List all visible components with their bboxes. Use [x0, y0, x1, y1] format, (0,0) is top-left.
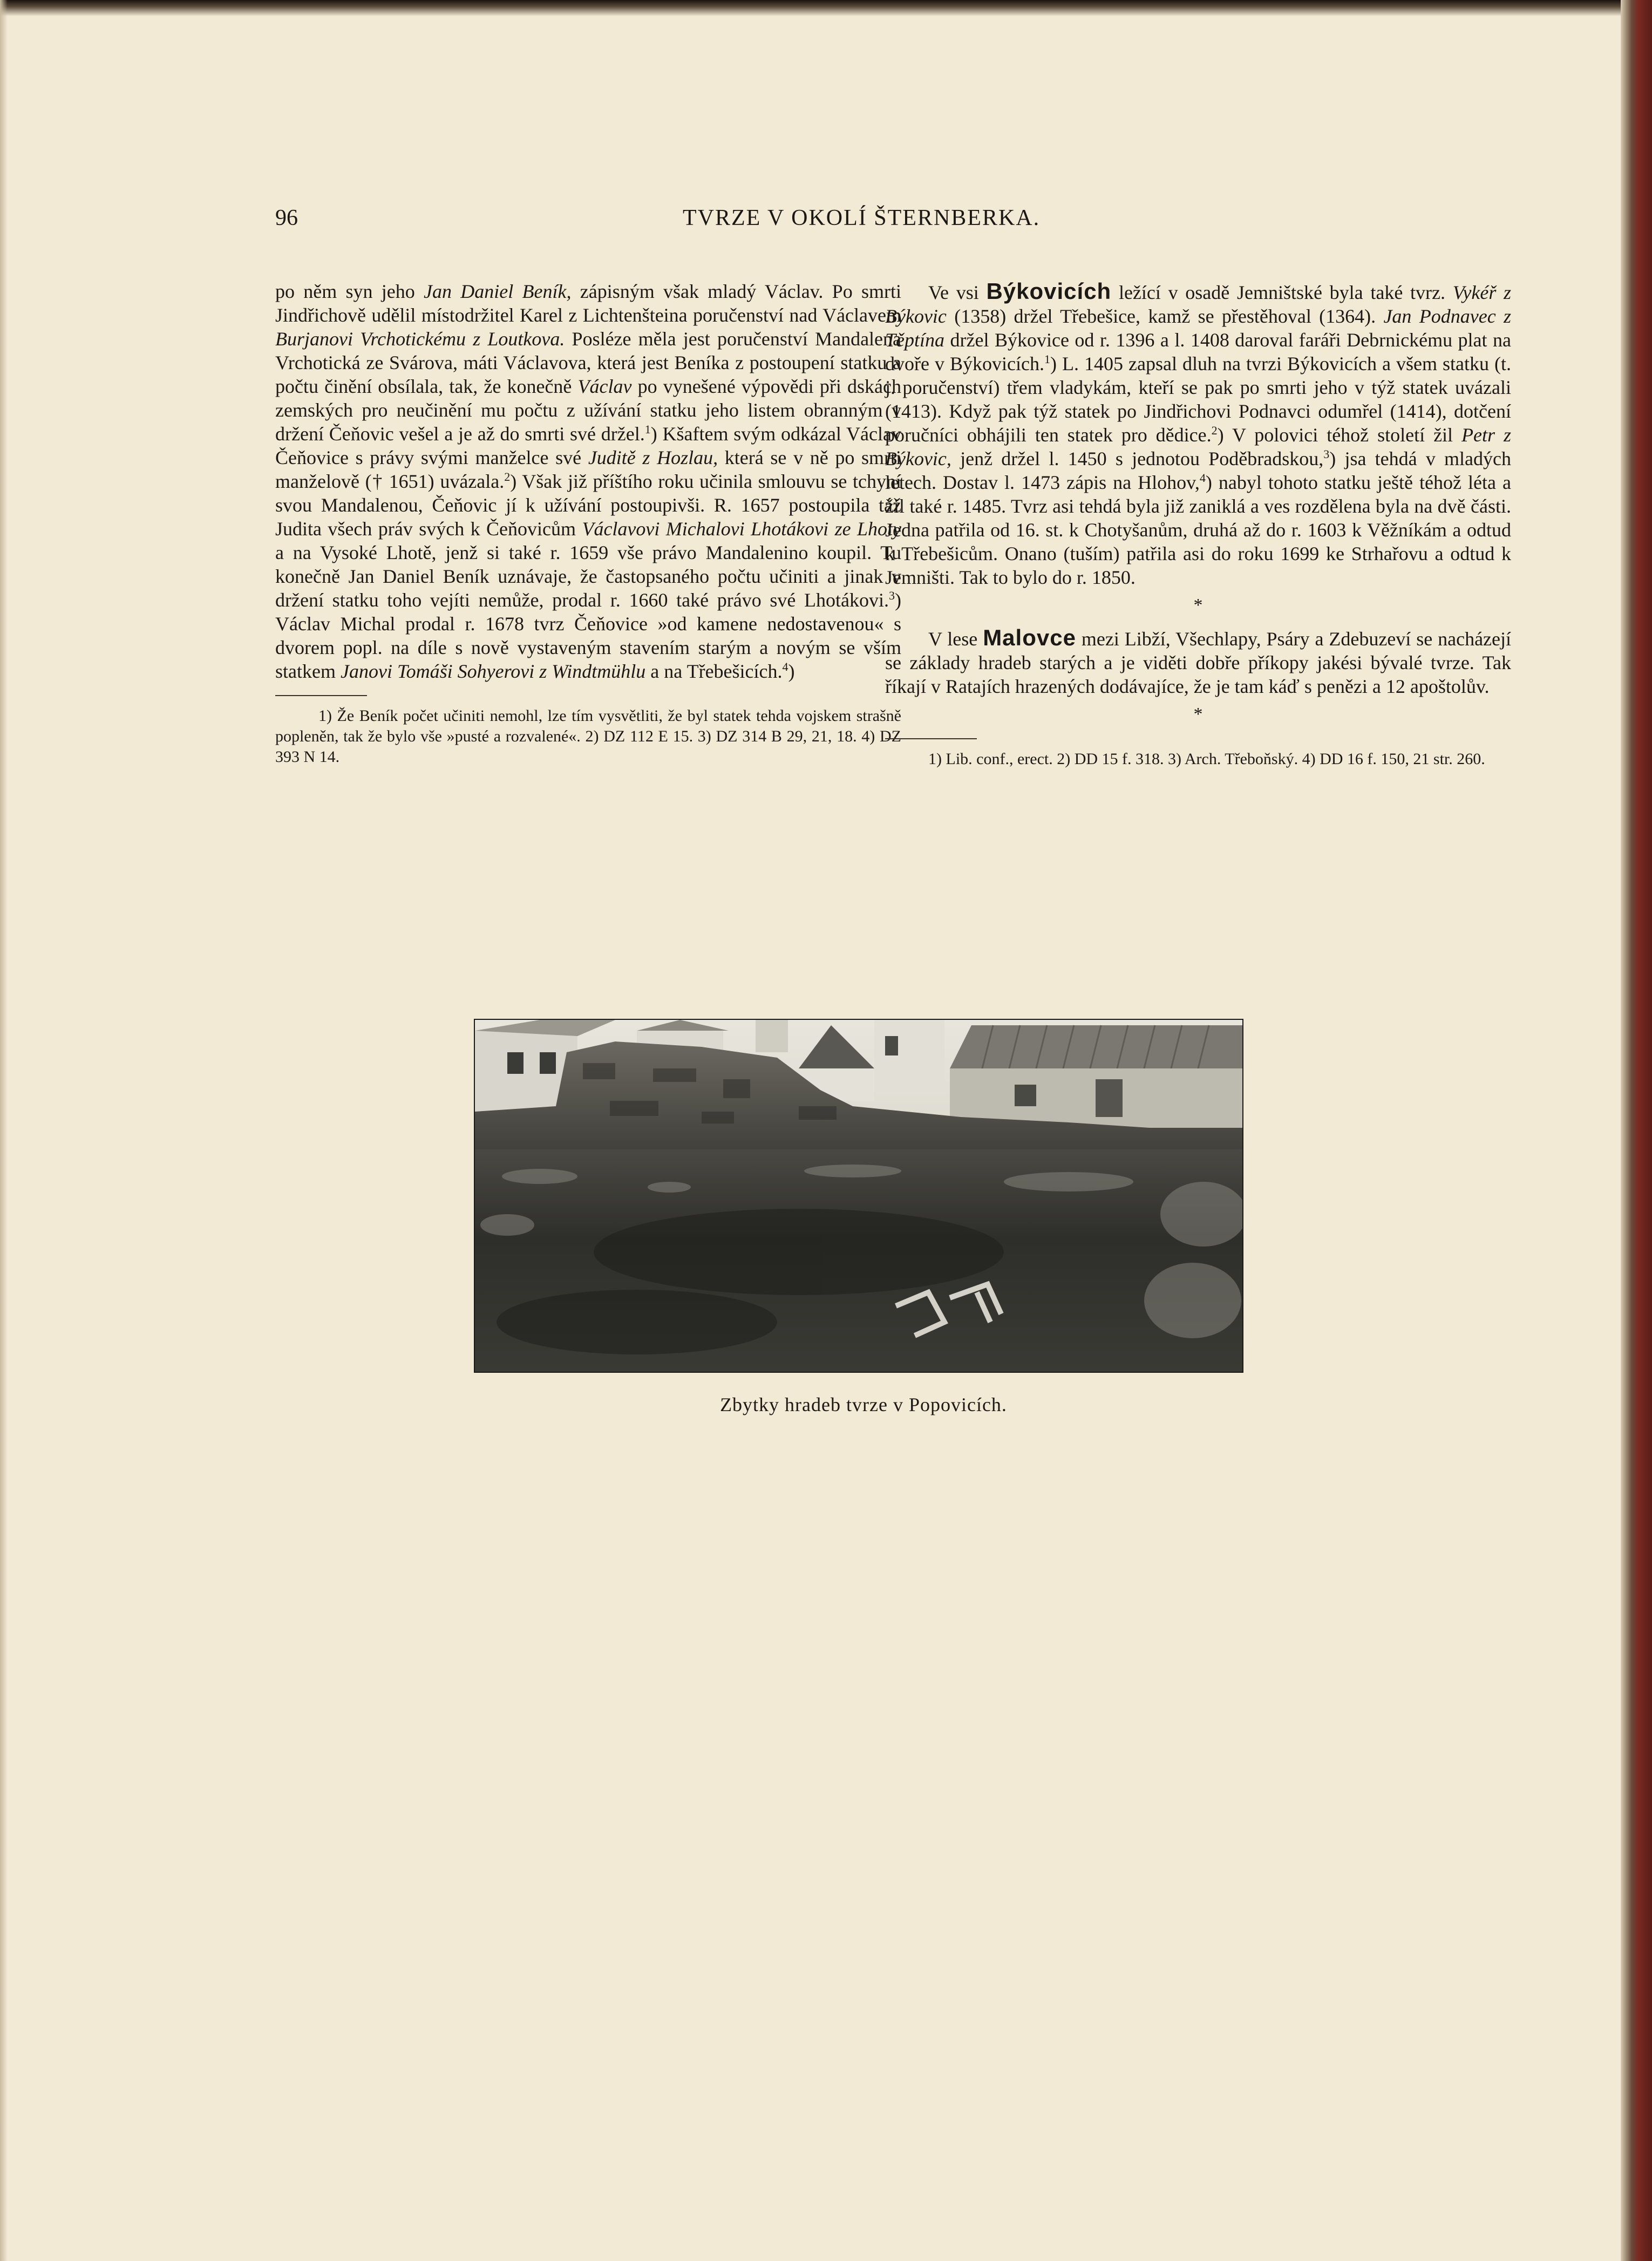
footnote-divider: [275, 695, 367, 696]
text-span: L. 1405 zapsal dluh na tvrzi Býkovicích a všem statku (t. j. poručenství) třem vladykám, kteří se pak po smrti jeho v týž statek uvázali (1413). Když pak týž statek po Jindřichovi Podnavci odumřel (1414), dotčení poručníci obhájili ten statek pro dědice.: [885, 353, 1512, 446]
text-span: nabyl tohoto statku ještě téhož léta a žil také r. 1485. Tvrz asi tehdá byla již zaniklá a ves rozdělena byla na dvě části. Jedna patřila od 16. st. k Chotyšanům, druhá až do r. 1603 k Věžníkám a odtud k Třebešicům. Onano (tuším) patřila asi do roku 1699 ke Strhařovu a odtud k Jemništi. Tak to bylo do r. 1850.: [885, 472, 1511, 588]
footnote-divider: [885, 738, 977, 739]
header-title: TVRZE V OKOLÍ ŠTERNBERKA.: [683, 206, 1041, 230]
footnote-ref: 1: [644, 423, 651, 436]
person-name: Burjanovi Vrchotickému z Loutkova.: [275, 328, 565, 350]
text-span: V polovici téhož století žil: [1232, 424, 1453, 446]
text-span: po vynešené výpovědi při dskách zemských pro neučinění mu počtu z užívání statku jeho listem obranným v držení Čeňovic vešel a je až do smrti své držel.: [275, 376, 901, 445]
figure-caption: Zbytky hradeb tvrze v Popovicích.: [720, 1394, 1007, 1415]
bykovice-paragraph: Ve vsi Býkovicích ležící v osadě Jemništské byla také tvrz. Vykéř z Býkovic (1358) držel Třebešice, kamž se přestěhoval (1364). Jan Podnavec z Těptína držel Býkovice od r. 1396 a l. 1408 daroval faráři Debrnickému plat na dvoře v Býkovicích.$^1$) L. 1405 zapsal dluh na tvrzi Býkovicích a všem statku (t. j. poručenství) třem vladykám, kteří se pak po smrti jeho v týž statek uvázali (1413). Když pak týž statek po Jindřichovi Podnavci odumřel (1414), dotčení poručníci obhájili ten statek pro dědice.$^2$) V polovici téhož století žil Petr z Býkovic, jenž držel l. 1450 s jednotou Poděbradskou,$^3$) jsa tehdá v mladých letech. Dostav l. 1473 zápis na Hlohov,$^4$) nabyl tohoto statku ještě téhož léta a žil také r. 1485. Tvrz asi tehdá byla již zaniklá a ves rozdělena byla na dvě části. Jedna patřila od 16. st. k Chotyšanům, druhá až do r. 1603 k Věžníkám a odtud k Třebešicům. Onano (tuším) patřila asi do roku 1699 ke Strhařovu a odtud k Jemništi. Tak to bylo do r. 1850.: [885, 278, 1512, 588]
right-column: [885, 280, 1511, 769]
place-name: Býkovicích: [986, 278, 1112, 304]
text-span: držel Býkovice od r. 1396 a l. 1408 daroval faráři Debrnickému plat na dvoře v Býkovicích.: [885, 329, 1512, 374]
left-page-edge: [0, 0, 8, 2261]
text-span: Ve vsi: [928, 282, 979, 303]
person-name: Jan Podnavec z Těptína: [885, 305, 1511, 351]
text-span: po něm syn jeho: [275, 281, 415, 302]
right-footnotes: 1) Lib. conf., erect. 2) DD 15 f. 318. 3) Arch. Třeboňský. 4) DD 16 f. 150, 21 str. 260.: [928, 750, 1485, 768]
running-head: [0, 205, 1652, 237]
text-span: Posléze měla jest poručenství Mandalena Vrchotická ze Svárova, máti Václavova, která jest Beníka z postoupení statku a počtu činění obsílala, tak, že konečně: [275, 328, 902, 397]
person-name: Janovi Tomáši Sohyerovi z Windtmühlu: [340, 660, 646, 682]
person-name: Jan Daniel Beník,: [424, 281, 572, 302]
malovce-paragraph: [885, 626, 1511, 698]
footnote-ref: 2: [504, 470, 511, 483]
footnote-ref: 3: [1323, 447, 1330, 461]
text-span: která se v ně po smrti manželově († 1651) uvázala.: [275, 447, 902, 492]
section-asterisk: *: [1193, 704, 1203, 724]
text-span: ležící v osadě Jemništské byla také tvrz.: [1118, 282, 1445, 303]
text-span: a na Třebešicích.: [650, 660, 783, 682]
person-name: Juditě z Hozlau,: [588, 447, 718, 468]
person-name: Václavovi Michalovi Lhotákovi ze Lhoty: [582, 518, 902, 540]
section-asterisk: *: [1193, 595, 1203, 615]
photo-illustration: [475, 1020, 1242, 1372]
place-name: Malovce: [983, 625, 1076, 650]
footnote-ref: 3: [889, 589, 895, 602]
text-span: V lese: [928, 628, 978, 650]
text-span: (1358) držel Třebešice, kamž se přestěhoval (1364).: [954, 305, 1376, 327]
left-paragraph: po něm syn jeho Jan Daniel Beník, zápisným však mladý Václav. Po smrti Jindřichově udělil místodržitel Karel z Lichtenšteina poručenství nad Václavem Burjanovi Vrchotickému z Loutkova. Posléze měla jest poručenství Mandalena Vrchotická ze Svárova, máti Václavova, která jest Beníka z postoupení statku a počtu činění obsílala, tak, že konečně Václav po vynešené výpovědi při dskách zemských pro neučinění mu počtu z užívání statku jeho listem obranným v držení Čeňovic vešel a je až do smrti své držel.$^1$) Kšaftem svým odkázal Václav Čeňovice s právy svými manželce své Juditě z Hozlau, která se v ně po smrti manželově († 1651) uvázala.$^2$) Však již příštího roku učinila smlouvu se tchyní svou Mandalenou, Čeňovic jí k užívání postoupivši. R. 1657 postoupila táž Judita všech práv svých k Čeňovicům Václavovi Michalovi Lhotákovi ze Lhoty a na Vysoké Lhotě, jenž si také r. 1659 vše právo Mandalenino koupil. Tu konečně Jan Daniel Beník uznávaje, že častopsaného počtu učiniti a jinak v držení statku toho vejíti nemůže, prodal r. 1660 také právo své Lhotákovi.$^3$) Václav Michal prodal r. 1678 tvrz Čeňovice »od kamene nedostavenou« s dvorem popl. na díle s nově vystaveným stavením starým a novým se vším statkem Janovi Tomáši Sohyerovi z Windtmühlu a na Třebešicích.$^4$): [275, 281, 902, 682]
text-span: Václav Michal prodal r. 1678 tvrz Čeňovice »od kamene nedostavenou« s dvorem popl. na díle s nově vystaveným stavením starým a novým se vším statkem: [275, 613, 901, 682]
text-span: Však již příštího roku učinila smlouvu se tchyní svou Mandalenou, Čeňovic jí k užívání postoupivši. R. 1657 postoupila táž Judita všech práv svých k Čeňovicům: [275, 471, 902, 540]
person-name: Václav: [577, 376, 632, 397]
footnote-ref: 4: [1199, 471, 1206, 485]
text-span: a na Vysoké Lhotě, jenž si také r. 1659 vše právo Mandalenino koupil. Tu konečně Jan Daniel Beník uznávaje, že častopsaného počtu učiniti a jinak v držení statku toho vejíti nemůže, prodal r. 1660 také právo své Lhotákovi.: [275, 542, 901, 611]
ruins-photograph: [474, 1019, 1243, 1373]
left-footnotes: 1) Že Beník počet učiniti nemohl, lze tím vysvětliti, že byl statek tehda vojskem strašně popleněn, tak že bylo vše »pusté a rozvalené«. 2) DZ 112 E 15. 3) DZ 314 B 29, 21, 18. 4) DZ 393 N 14.: [275, 707, 901, 766]
person-name: Vykéř z Býkovic: [885, 282, 1512, 327]
left-column: [275, 280, 901, 767]
page-number: 96: [275, 206, 298, 230]
footnote-ref: 1: [1044, 352, 1050, 366]
text-span: jsa tehdá v mladých letech. Dostav l. 1473 zápis na Hlohov,: [885, 448, 1512, 493]
text-span: Kšaftem svým odkázal Václav Čeňovice s právy svými manželce své: [275, 423, 901, 468]
top-shadow: [0, 0, 1652, 16]
text-span: mezi Libží, Všechlapy, Psáry a Zdebuzeví se nacházejí se základy hradeb starých a je viděti dobře příkopy jakési bývalé tvrze. Tak říkají v Ratajích hrazených dodávajíce, že je tam káď s penězi a 12 apoštolův.: [885, 628, 1512, 697]
footnote-ref: 4: [782, 660, 788, 673]
footnote-ref: 2: [1211, 424, 1218, 437]
text-span: jenž držel l. 1450 s jednotou Poděbradskou,: [960, 448, 1324, 469]
person-name: Petr z Býkovic,: [885, 424, 1511, 469]
text-span: zápisným však mladý Václav. Po smrti Jindřichově udělil místodržitel Karel z Lichtenšteina poručenství nad Václavem: [275, 281, 901, 326]
book-spine: [1621, 0, 1652, 2261]
